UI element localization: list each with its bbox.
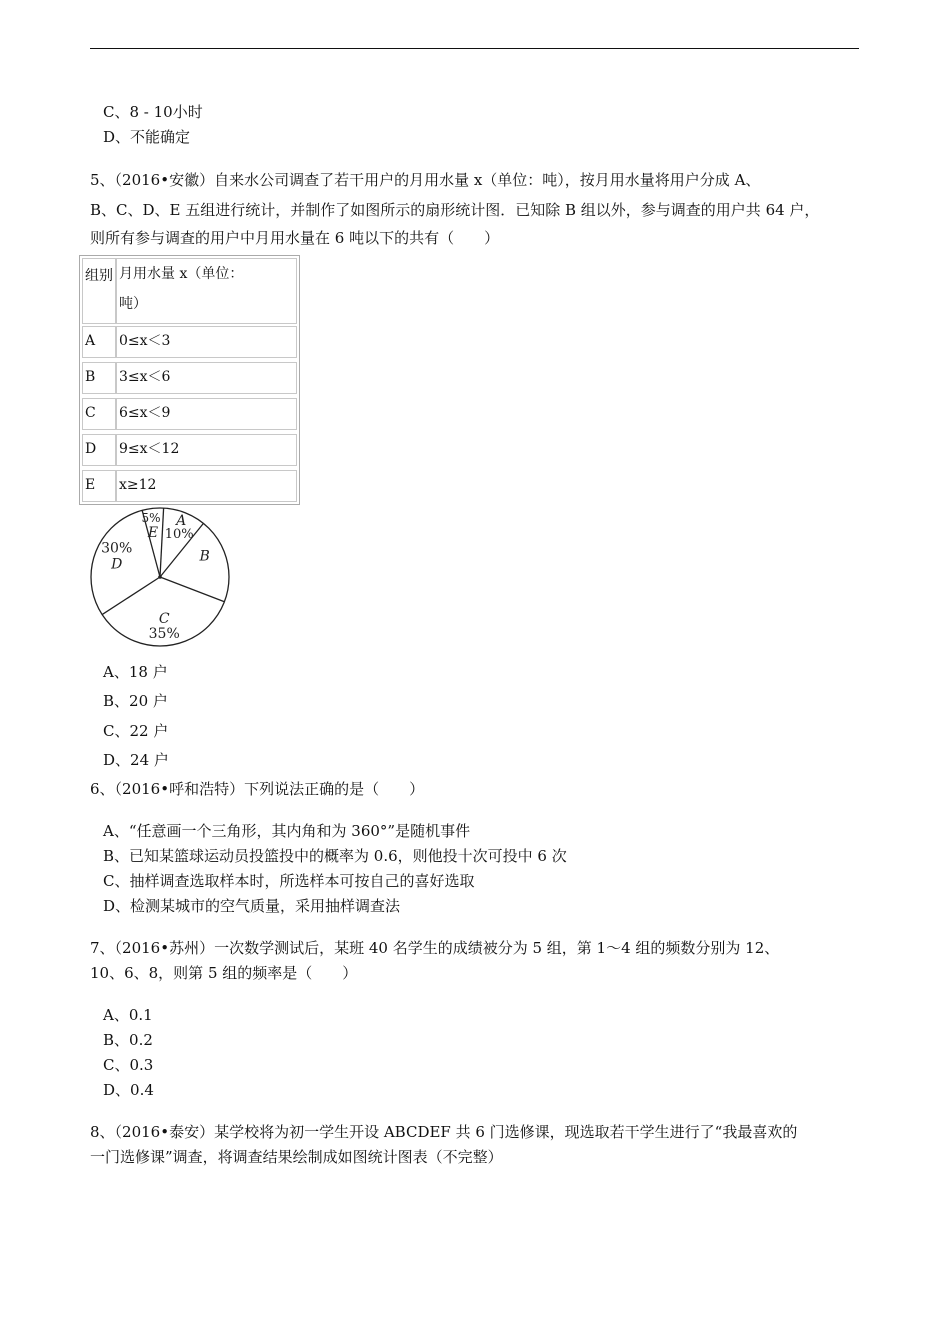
q7-option-b: B、0.2 <box>103 1031 153 1049</box>
group-cell: D <box>82 434 116 466</box>
table-row <box>82 326 297 358</box>
q4-option-c: C、8 - 10小时 <box>103 103 203 121</box>
range-cell: x≥12 <box>116 470 297 502</box>
range-cell: 0≤x＜3 <box>116 326 297 358</box>
q6-stem: 6、（2016•呼和浩特）下列说法正确的是（ ） <box>90 780 425 798</box>
q6-option-c: C、抽样调查选取样本时，所选样本可按自己的喜好选取 <box>103 872 475 890</box>
pie-slice-e-label: E <box>147 525 159 541</box>
q7-stem-line1: 7、（2016•苏州）一次数学测试后，某班 40 名学生的成绩被分为 5 组，第 1～4 组的频数分别为 12、 <box>90 939 780 957</box>
header-range-cell <box>116 258 297 324</box>
pie-slice-c-percent: 35% <box>148 625 180 642</box>
range-cell: 9≤x＜12 <box>116 434 297 466</box>
header-group-cell <box>82 258 116 324</box>
range-cell: 6≤x＜9 <box>116 398 297 430</box>
pie-slice-a-edge <box>160 508 164 577</box>
pie-slice-a-label: A <box>176 513 187 529</box>
header-group: 组别 <box>85 268 113 284</box>
group-cell: A <box>82 326 116 358</box>
q5-stem-line3: 则所有参与调查的用户中月用水量在 6 吨以下的共有（ ） <box>90 229 500 247</box>
pie-slice-a-percent: 10% <box>164 527 194 542</box>
q5-stem-line1: 5、（2016•安徽）自来水公司调查了若干用户的月用水量 x（单位：吨），按月用水量将用户分成 A、 <box>90 171 761 189</box>
group-cell: B <box>82 362 116 394</box>
q6-option-b: B、已知某篮球运动员投篮投中的概率为 0.6，则他投十次可投中 6 次 <box>103 847 567 865</box>
water-usage-table <box>79 255 300 505</box>
group-cell: C <box>82 398 116 430</box>
pie-slice-d-label: D <box>111 556 123 573</box>
q5-option-b: B、20 户 <box>103 692 168 710</box>
water-usage-pie-chart <box>88 505 233 650</box>
pie-slice-c-label: C <box>158 610 170 627</box>
group-cell: E <box>82 470 116 502</box>
q7-option-d: D、0.4 <box>103 1081 154 1099</box>
table-row <box>82 434 297 466</box>
pie-slice-c-edge <box>160 577 224 602</box>
q6-option-d: D、检测某城市的空气质量，采用抽样调查法 <box>103 897 401 915</box>
range-cell: 3≤x＜6 <box>116 362 297 394</box>
table-row <box>82 362 297 394</box>
pie-slice-b-label: B <box>199 548 210 565</box>
pie-slice-d-edge <box>102 577 160 615</box>
header-range-line2: 吨） <box>119 296 147 312</box>
q5-option-a: A、18 户 <box>103 663 168 681</box>
q4-option-d: D、不能确定 <box>103 128 191 146</box>
pie-center <box>158 575 162 579</box>
q7-stem-line2: 10、6、8，则第 5 组的频率是（ ） <box>90 964 358 982</box>
q8-stem-line1: 8、（2016•泰安）某学校将为初一学生开设 ABCDEF 共 6 门选修课，现选取若干学生进行了“我最喜欢的 <box>90 1123 798 1141</box>
q5-stem-line2: B、C、D、E 五组进行统计，并制作了如图所示的扇形统计图．已知除 B 组以外，参与调查的用户共 64 户， <box>90 201 820 219</box>
header-rule <box>90 48 859 49</box>
table-row <box>82 470 297 502</box>
pie-slice-d-percent: 30% <box>101 540 133 557</box>
q5-option-d: D、24 户 <box>103 751 169 769</box>
table-row <box>82 398 297 430</box>
pie-slice-e-percent: 5% <box>141 511 161 525</box>
q8-stem-line2: 一门选修课”调查，将调查结果绘制成如图统计图表（不完整） <box>90 1148 503 1166</box>
q7-option-a: A、0.1 <box>103 1006 153 1024</box>
header-range-line1: 月用水量 x（单位： <box>119 266 244 282</box>
table-header-row <box>82 258 297 324</box>
q6-option-a: A、“任意画一个三角形，其内角和为 360°”是随机事件 <box>103 822 471 840</box>
q5-option-c: C、22 户 <box>103 722 169 740</box>
q7-option-c: C、0.3 <box>103 1056 154 1074</box>
